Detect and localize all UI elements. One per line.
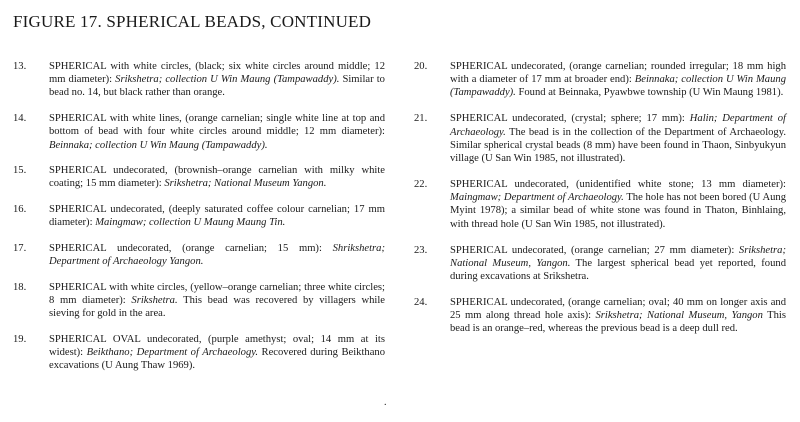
entry-description: SPHERICAL with white lines, (orange carnelian; single white line at top and bottom of bead with four white circles around middle; 12 mm diameter): — [49, 113, 385, 138]
entry-number: 17. — [13, 243, 27, 255]
entry-text — [450, 178, 786, 231]
entry-number: 21. — [414, 113, 428, 125]
entry-gap — [414, 165, 786, 178]
entry-gap — [414, 231, 786, 244]
entry-source-italic: Srikshetra; collection U Win Maung (Tampawaddy). — [115, 74, 340, 86]
entry-number: 20. — [414, 61, 428, 72]
entry-text — [49, 60, 385, 100]
entry-text — [49, 242, 385, 268]
bead-entry — [414, 60, 786, 100]
stray-mark: . — [384, 397, 387, 408]
entry-gap — [13, 191, 385, 204]
bead-entry — [13, 333, 385, 373]
left-column — [13, 60, 385, 373]
entry-number: 24. — [414, 297, 428, 309]
entry-text — [49, 203, 385, 229]
entry-description: SPHERICAL undecorated, (brownish–orange carnelian with milky white coating; 15 mm diameter): — [49, 165, 385, 190]
entry-source-italic: Srikshetra; National Museum, Yangon — [595, 310, 763, 322]
bead-entry — [13, 112, 385, 152]
entry-description: The hole has not been bored (U Aung Myint 1978); a similar bead of white stone was found in Thaton, Binhlaing, with thread hole (U San Win 1985, not illustrated). — [450, 192, 786, 230]
entry-description: SPHERICAL with white circles, (black; six white circles around middle; 12 mm diameter): — [49, 61, 385, 86]
entry-gap — [13, 152, 385, 165]
entry-description: SPHERICAL undecorated, (orange carnelian; 27 mm diameter): — [450, 244, 739, 256]
entry-gap — [414, 283, 786, 296]
entry-source-italic: Maingmaw; Department of Archaeology. — [450, 192, 624, 204]
entry-text — [450, 244, 786, 284]
entry-text — [49, 281, 385, 321]
bead-entry — [13, 203, 385, 229]
entry-number: 18. — [13, 281, 27, 293]
entry-source-italic: Beinnaka; collection U Win Maung (Tampawaddy). — [49, 139, 268, 151]
entry-text — [450, 60, 786, 100]
entry-description: SPHERICAL undecorated, (crystal; sphere; 17 mm): — [450, 113, 690, 125]
entry-description: SPHERICAL with white circles, (yellow–orange carnelian; three white circles; 8 mm diameter): — [49, 281, 385, 307]
entry-description: SPHERICAL undecorated, (orange carnelian; 15 mm): — [49, 243, 333, 255]
figure-title: FIGURE 17. SPHERICAL BEADS, CONTINUED — [13, 12, 372, 31]
entry-number: 22. — [414, 179, 428, 191]
entry-text — [49, 112, 385, 152]
entry-description: SPHERICAL undecorated, (unidentified white stone; 13 mm diameter): — [450, 179, 786, 191]
entry-number: 19. — [13, 334, 27, 346]
entry-description: SPHERICAL OVAL undecorated, (purple amethyst; oval; 14 mm at its widest): — [49, 334, 385, 359]
entry-number: 16. — [13, 204, 27, 216]
entry-description: The largest spherical bead yet reported, found during excavations at Srikshetra. — [450, 257, 786, 283]
bead-entry — [13, 281, 385, 321]
bead-entry — [13, 242, 385, 268]
entry-number: 23. — [414, 244, 428, 256]
bead-entry — [414, 296, 786, 336]
entry-gap — [13, 100, 385, 113]
entry-source-italic: Srikshetra; National Museum, Yangon. — [450, 244, 786, 269]
entry-description: The bead is in the collection of the Department of Archaeology. Similar spherical crystal beads (8 mm) have been found in Thaon, Sinbyukyun village (U San Win 1985, not illustrated). — [450, 126, 786, 165]
entry-source-italic: Halin; Department of Archaeology. — [450, 113, 786, 138]
entry-source-italic: Shrikshetra; Department of Archaeology Yangon. — [49, 243, 385, 268]
entry-description: SPHERICAL undecorated, (deeply saturated coffee colour carnelian; 17 mm diameter): — [49, 204, 385, 229]
entry-number: 15. — [13, 165, 27, 177]
bead-entry — [13, 60, 385, 100]
entry-source-italic: Srikshetra; National Museum Yangon. — [164, 178, 327, 190]
entry-number: 13. — [13, 61, 27, 72]
entry-source-italic: Beinnaka; collection U Win Maung (Tampawaddy). — [450, 74, 786, 99]
entry-source-italic: Maingmaw; collection U Maung Maung Tin. — [95, 217, 286, 229]
entry-description: Found at Beinnaka, Pyawbwe township (U Win Maung 1981). — [515, 87, 784, 99]
entry-description: SPHERICAL undecorated, (orange carnelian; rounded irregular; 18 mm high with a diameter of 17 mm at broader end): — [450, 61, 786, 86]
entry-text — [450, 296, 786, 336]
entry-gap — [13, 268, 385, 281]
entry-number: 14. — [13, 113, 27, 125]
entry-text — [49, 333, 385, 373]
entry-description: This bead was recovered by villagers while sieving for gold in the area. — [49, 295, 385, 320]
entry-description: Recovered during Beikthano excavations (U Aung Thaw 1969). — [49, 347, 385, 372]
bead-entry — [13, 164, 385, 190]
entry-text — [49, 164, 385, 190]
entry-source-italic: Srikshetra. — [131, 295, 178, 307]
entry-text — [450, 112, 786, 165]
bead-entry — [414, 244, 786, 284]
entry-description: This bead is an orange–red, whereas the previous bead is a deep dull red. — [450, 310, 786, 335]
entry-description: Similar to bead no. 14, but black rather than orange. — [49, 74, 385, 99]
entry-gap — [13, 321, 385, 334]
right-column — [414, 60, 786, 336]
entry-source-italic: Beikthano; Department of Archaeology. — [86, 347, 259, 359]
entry-gap — [13, 230, 385, 243]
entry-gap — [414, 100, 786, 113]
bead-entry — [414, 178, 786, 231]
bead-entry — [414, 112, 786, 165]
entry-description: SPHERICAL undecorated, (orange carnelian; oval; 40 mm on longer axis and 25 mm along thread hole axis): — [450, 297, 786, 322]
